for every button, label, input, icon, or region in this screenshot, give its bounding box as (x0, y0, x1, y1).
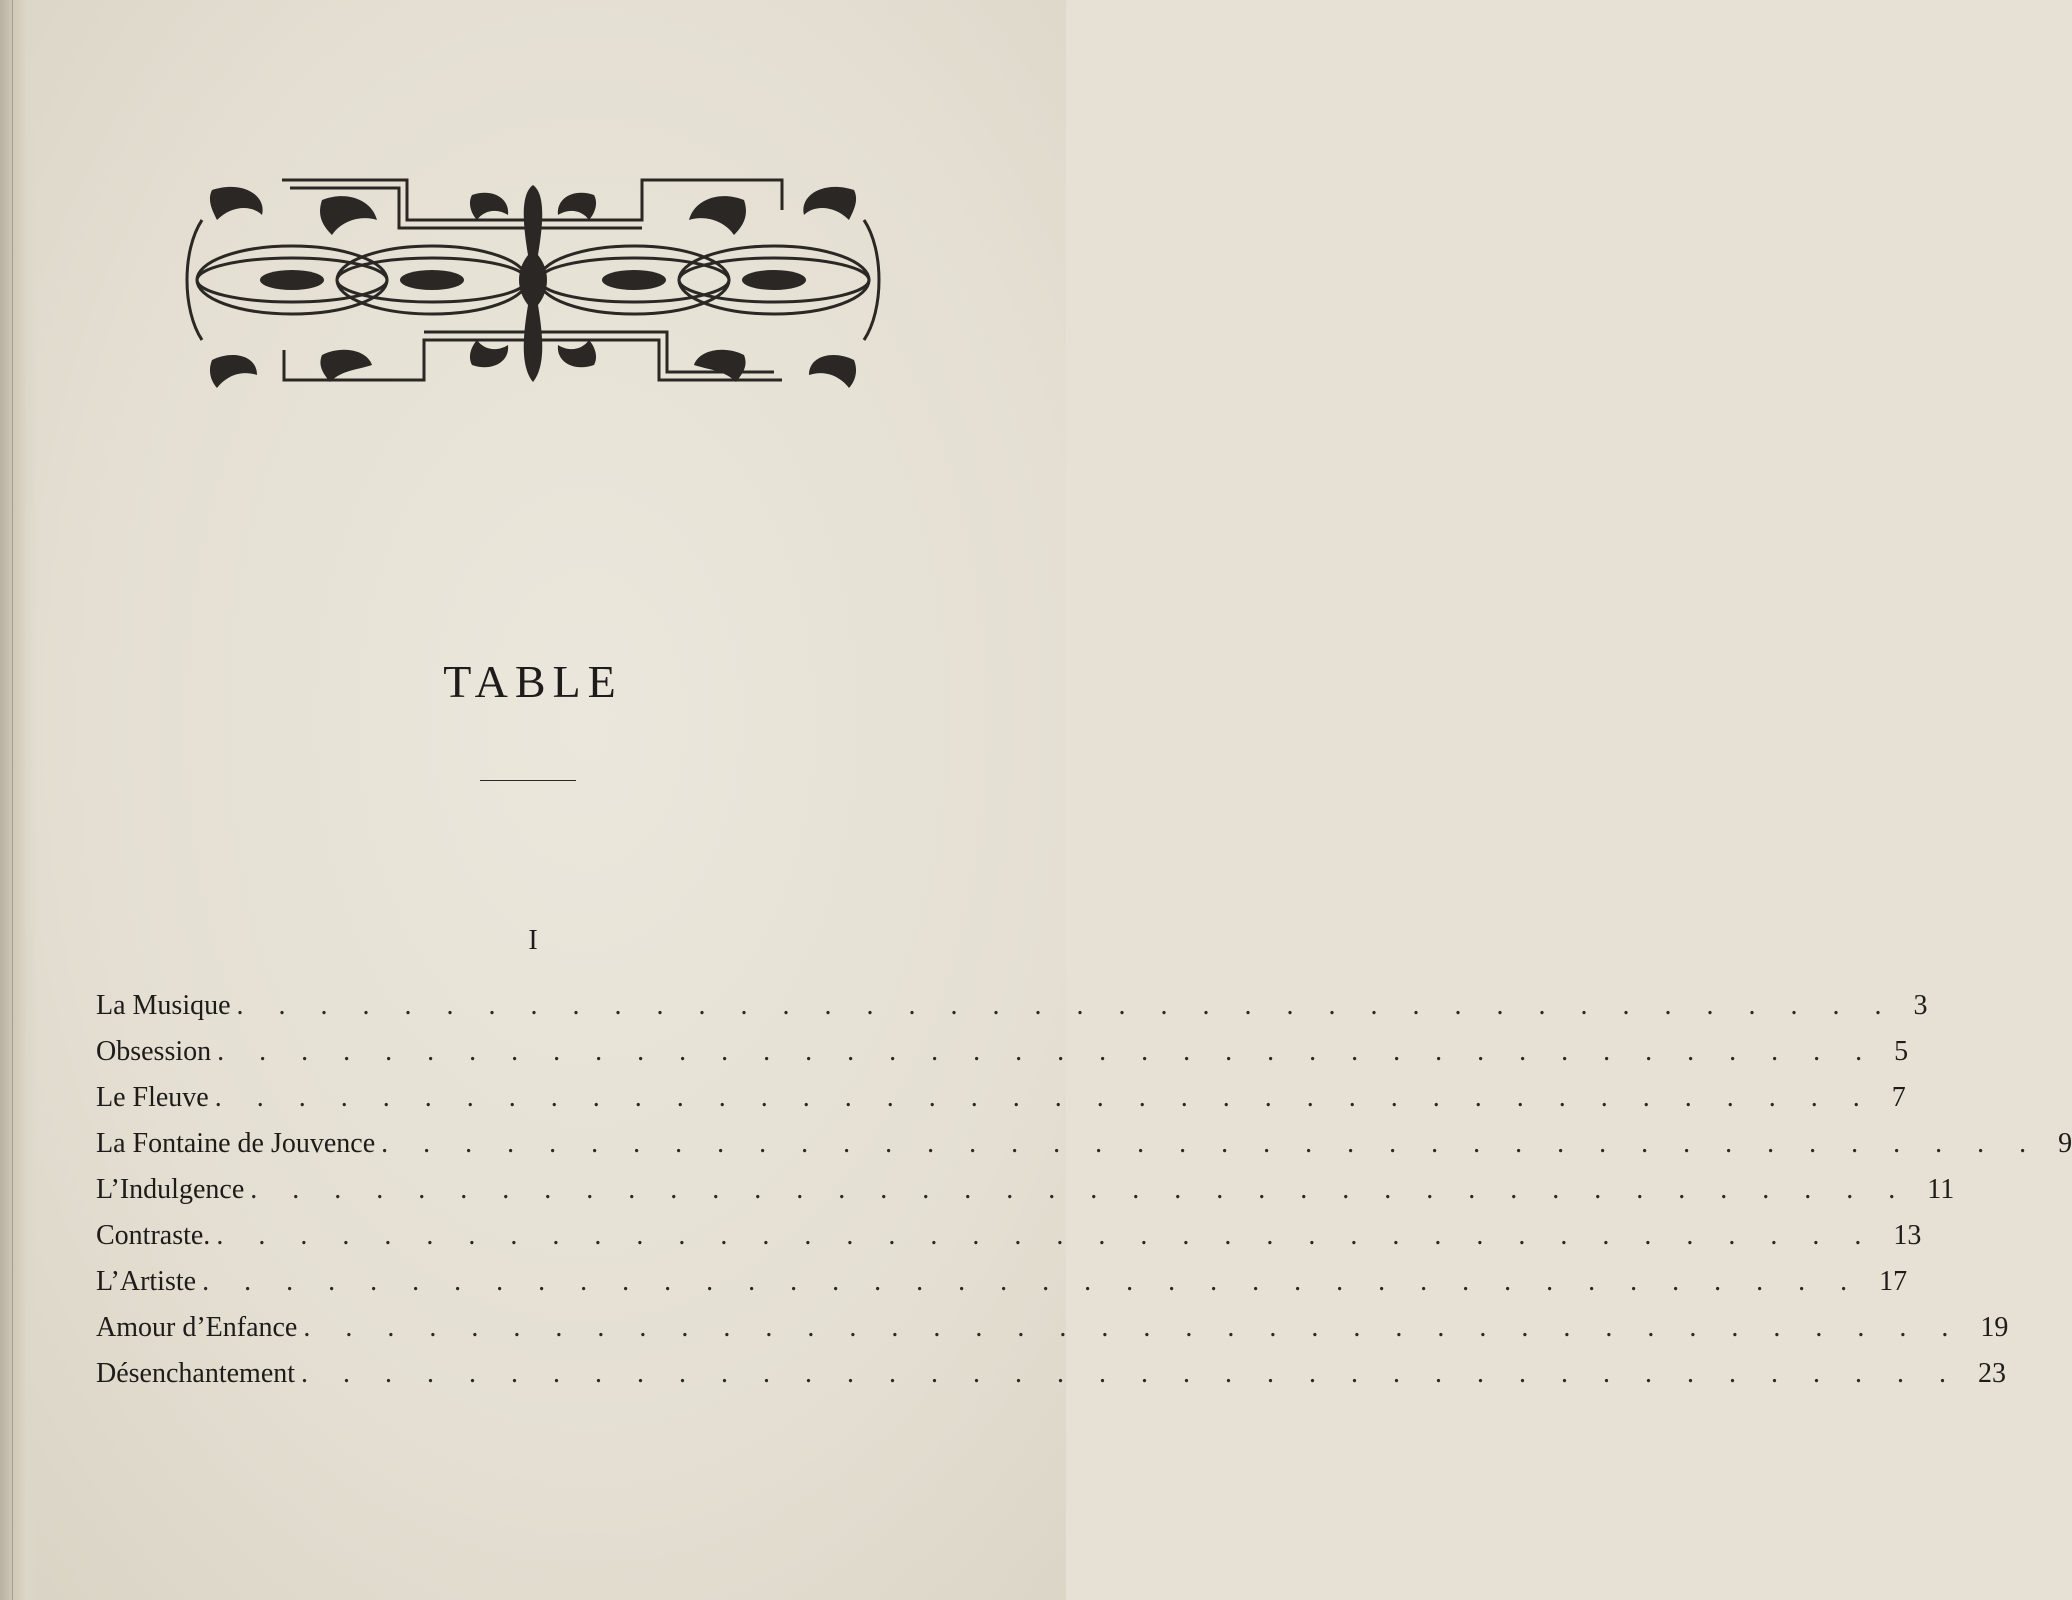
toc-dot-leader: . . . . . . . . . . . . . . . . . . . . . . . . . . . . . . . . . . . . . . . . (303, 1312, 1963, 1343)
toc-entry (96, 1128, 2072, 1174)
toc-entry-title: Désenchantement (96, 1358, 296, 1389)
decorative-headpiece-ornament (172, 160, 894, 400)
toc-entry-page-number: 19 (1980, 1312, 2009, 1343)
toc-entry-title: Contraste. (96, 1220, 211, 1251)
toc-dot-leader: . . . . . . . . . . . . . . . . . . . . . . . . . . . . . . . . . . . . . . . . (217, 1036, 1877, 1067)
toc-entry (96, 1266, 1908, 1312)
toc-entry (96, 1036, 1909, 1082)
toc-entry-page-number: 17 (1879, 1266, 1908, 1297)
toc-entry-page-number: 23 (1978, 1358, 2007, 1389)
toc-dot-leader: . . . . . . . . . . . . . . . . . . . . . . . . . . . . . . . . . . . . . . . . (236, 990, 1896, 1021)
toc-entry-page-number: 3 (1913, 990, 1928, 1021)
toc-entry-title: Le Fleuve (96, 1082, 209, 1113)
toc-dot-leader: . . . . . . . . . . . . . . . . . . . . . . . . . . . . . . . . . . . . . . . . (214, 1082, 1874, 1113)
toc-entry-title: La Fontaine de Jouvence (96, 1128, 376, 1159)
toc-dot-leader: . . . . . . . . . . . . . . . . . . . . . . . . . . . . . . . . . . . . . . . . (202, 1266, 1862, 1297)
toc-dot-leader: . . . . . . . . . . . . . . . . . . . . . . . . . . . . . . . . . . . . . . . . (250, 1174, 1910, 1205)
toc-entry-page-number: 13 (1893, 1220, 1922, 1251)
toc-entry (96, 1174, 1955, 1220)
toc-entry-title: L’Indulgence (96, 1174, 245, 1205)
toc-dot-leader: . . . . . . . . . . . . . . . . . . . . . . . . . . . . . . . . . . . . . . . . (381, 1128, 2041, 1159)
binding-fold-line (12, 0, 13, 1600)
toc-entry-page-number: 9 (2058, 1128, 2072, 1159)
toc-entry (96, 1220, 1922, 1266)
toc-dot-leader: . . . . . . . . . . . . . . . . . . . . . . . . . . . . . . . . . . . . . . . . (216, 1220, 1876, 1251)
binding-gutter (0, 0, 38, 1600)
toc-entry-title: Obsession (96, 1036, 212, 1067)
toc-entry (96, 1082, 1906, 1128)
page-title: TABLE (443, 656, 623, 707)
toc-entry (96, 1358, 2007, 1404)
toc-entry (96, 1312, 2009, 1358)
table-of-contents (96, 990, 2072, 1404)
section-numeral: I (528, 925, 538, 956)
toc-entry-page-number: 5 (1894, 1036, 1909, 1067)
toc-entry-page-number: 7 (1891, 1082, 1906, 1113)
title-divider-rule (480, 780, 576, 781)
toc-entry-title: La Musique (96, 990, 231, 1021)
toc-entry-page-number: 11 (1927, 1174, 1955, 1205)
toc-entry-title: L’Artiste (96, 1266, 197, 1297)
toc-dot-leader: . . . . . . . . . . . . . . . . . . . . . . . . . . . . . . . . . . . . . . . . (301, 1358, 1961, 1389)
toc-entry-title: Amour d’Enfance (96, 1312, 298, 1343)
toc-entry (96, 990, 1928, 1036)
